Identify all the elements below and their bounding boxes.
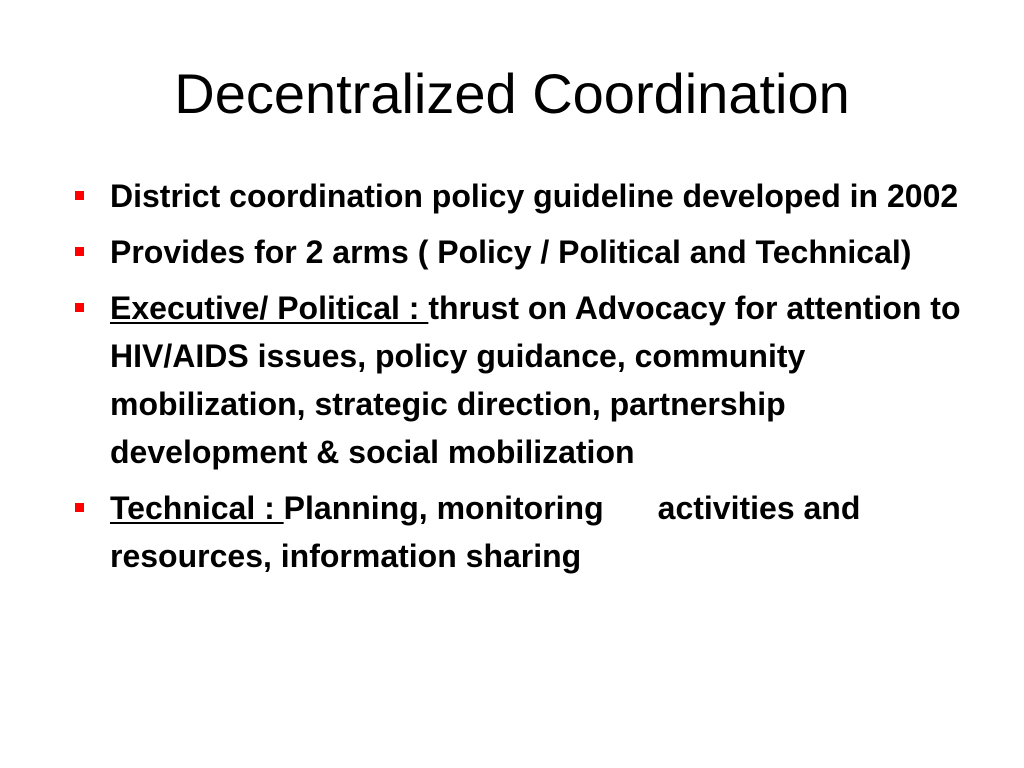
- square-bullet-icon: [75, 303, 84, 312]
- bullet-text-continued: activities and resources, information sharing: [110, 490, 861, 574]
- bullet-label: Executive/ Political :: [110, 290, 429, 326]
- bullet-item-executive-political: [72, 284, 972, 476]
- bullet-item-district-guideline: [72, 172, 972, 220]
- bullet-text: Planning, monitoring: [283, 490, 604, 526]
- slide-title: Decentralized Coordination: [174, 62, 850, 125]
- bullet-label: Technical :: [110, 490, 284, 526]
- bullet-list: [72, 172, 972, 588]
- bullet-text: District coordination policy guideline developed in 2002: [110, 178, 959, 214]
- square-bullet-icon: [75, 191, 84, 200]
- bullet-item-technical: [72, 484, 972, 580]
- bullet-text: thrust on Advocacy for attention to HIV/AIDS issues, policy guidance, community mobilization, strategic direction, partnership development & social mobilization: [110, 290, 961, 470]
- bullet-text: Provides for 2 arms ( Policy / Political and Technical): [110, 234, 912, 270]
- square-bullet-icon: [75, 503, 84, 512]
- bullet-item-two-arms: [72, 228, 972, 276]
- square-bullet-icon: [75, 247, 84, 256]
